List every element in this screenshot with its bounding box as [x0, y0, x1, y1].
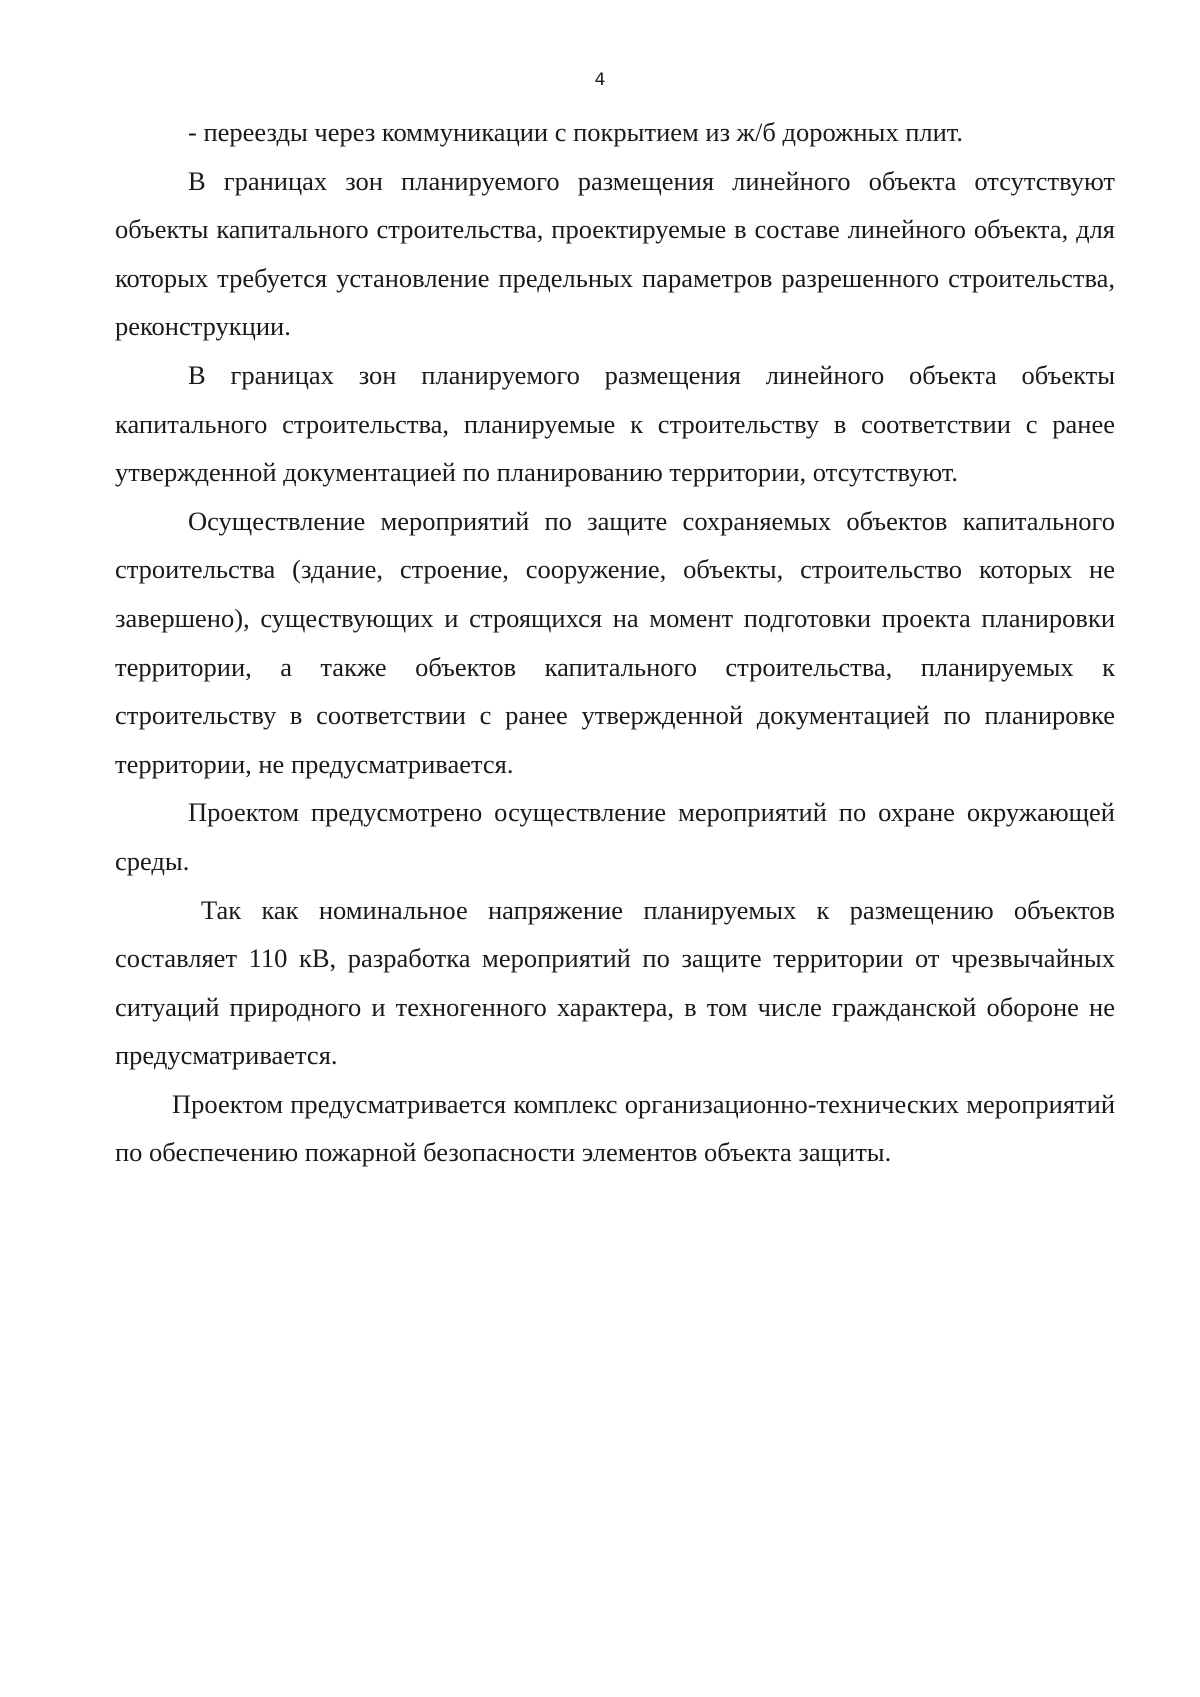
document-body	[115, 108, 1115, 1177]
paragraph-emergency: Так как номинальное напряжение планируемых к размещению объектов составляет 110 кВ, разработка мероприятий по защите территории от чрезвычайных ситуаций природного и техногенного характера, в том числе гражданской обороне не предусматривается.	[115, 894, 1115, 1071]
paragraph-environment: Проектом предусмотрено осуществление мероприятий по охране окружающей среды.	[115, 797, 1115, 876]
page-number: 4	[594, 70, 606, 90]
paragraph-capital-objects-absent: В границах зон планируемого размещения линейного объекта отсутствуют объекты капитального строительства, проектируемые в составе линейного объекта, для которых требуется установление предельных параметров разрешенного строительства, реконструкции.	[115, 165, 1115, 342]
paragraph-planned-objects-absent: В границах зон планируемого размещения линейного объекта объекты капитального строительства, планируемые к строительству в соответствии с ранее утвержденной документацией по планированию территории, отсутствуют.	[115, 359, 1115, 488]
paragraph-crossings: - переезды через коммуникации с покрытием из ж/б дорожных плит.	[188, 117, 964, 147]
paragraph-fire-safety: Проектом предусматривается комплекс организационно-технических мероприятий по обеспечению пожарной безопасности элементов объекта защиты.	[115, 1088, 1115, 1168]
paragraph-protection-measures: Осуществление мероприятий по защите сохраняемых объектов капитального строительства (здание, строение, сооружение, объекты, строительство которых не завершено), существующих и строящихся на момент подготовки проекта планировки территории, а также объектов капитального строительства, планируемых к строительству в соответствии с ранее утвержденной документацией по планировке территории, не предусматривается.	[115, 505, 1115, 779]
